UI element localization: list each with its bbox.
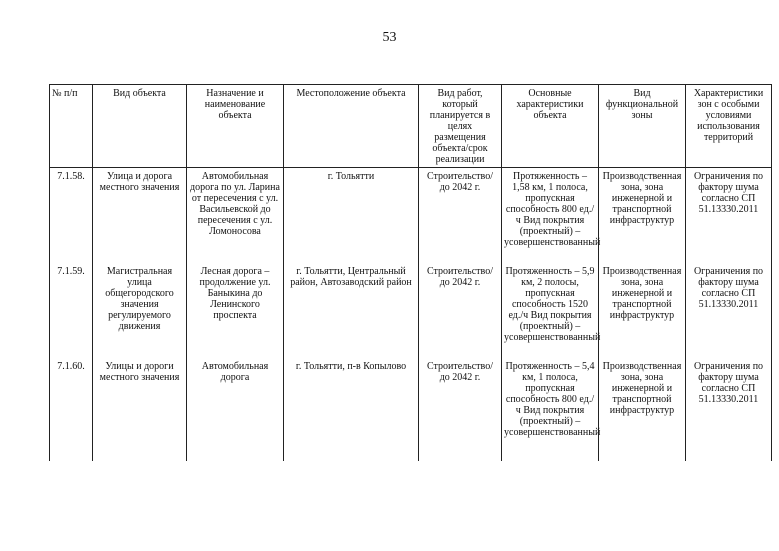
cell-characteristics: Протяженность – 5,9 км, 2 полосы, пропускная способность 1520 ед./ч Вид покрытия (проектный) – усовершенствованный <box>502 263 599 358</box>
cell-functional-zone: Производственная зона, зона инженерной и транспортной инфраструктур <box>599 168 686 264</box>
cell-location: г. Тольятти, п-в Копылово <box>284 358 419 461</box>
cell-purpose: Автомобильная дорога по ул. Ларина от пересечения с ул. Васильевской до пересечения с ул. Ломоносова <box>187 168 284 264</box>
cell-object-type: Магистральная улица общегородского значения регулируемого движения <box>93 263 187 358</box>
cell-num: 7.1.58. <box>50 168 93 264</box>
cell-characteristics: Протяженность – 5,4 км, 1 полоса, пропускная способность 800 ед./ч Вид покрытия (проектный) – усовершенствованный <box>502 358 599 461</box>
cell-work-type: Строительство/ до 2042 г. <box>419 168 502 264</box>
cell-functional-zone: Производственная зона, зона инженерной и транспортной инфраструктур <box>599 263 686 358</box>
header-object-type: Вид объекта <box>93 85 187 168</box>
header-num: № п/п <box>50 85 93 168</box>
cell-characteristics: Протяженность – 1,58 км, 1 полоса, пропускная способность 800 ед./ч Вид покрытия (проектный) – усовершенствованный <box>502 168 599 264</box>
cell-location: г. Тольятти <box>284 168 419 264</box>
header-functional-zone: Вид функциональной зоны <box>599 85 686 168</box>
cell-zone-restrictions: Ограничения по фактору шума согласно СП 51.13330.2011 <box>686 358 772 461</box>
header-purpose: Назначение и наименование объекта <box>187 85 284 168</box>
page-number: 53 <box>382 30 397 45</box>
objects-table <box>49 84 772 461</box>
cell-purpose: Автомобильная дорога <box>187 358 284 461</box>
cell-purpose: Лесная дорога – продолжение ул. Баныкина до Ленинского проспекта <box>187 263 284 358</box>
header-zone-restrictions: Характеристики зон с особыми условиями использования территорий <box>686 85 772 168</box>
cell-functional-zone: Производственная зона, зона инженерной и транспортной инфраструктур <box>599 358 686 461</box>
table-row <box>50 168 772 264</box>
cell-zone-restrictions: Ограничения по фактору шума согласно СП 51.13330.2011 <box>686 263 772 358</box>
table-header-row <box>50 85 772 168</box>
cell-object-type: Улица и дорога местного значения <box>93 168 187 264</box>
table-row <box>50 358 772 461</box>
cell-location: г. Тольятти, Центральный район, Автозаводский район <box>284 263 419 358</box>
header-work-type: Вид работ, который планируется в целях размещения объекта/срок реализации <box>419 85 502 168</box>
header-characteristics: Основные характеристики объекта <box>502 85 599 168</box>
cell-work-type: Строительство/ до 2042 г. <box>419 263 502 358</box>
cell-num: 7.1.59. <box>50 263 93 358</box>
table-row <box>50 263 772 358</box>
cell-num: 7.1.60. <box>50 358 93 461</box>
cell-work-type: Строительство/ до 2042 г. <box>419 358 502 461</box>
cell-object-type: Улицы и дороги местного значения <box>93 358 187 461</box>
header-location: Местоположение объекта <box>284 85 419 168</box>
cell-zone-restrictions: Ограничения по фактору шума согласно СП 51.13330.2011 <box>686 168 772 264</box>
